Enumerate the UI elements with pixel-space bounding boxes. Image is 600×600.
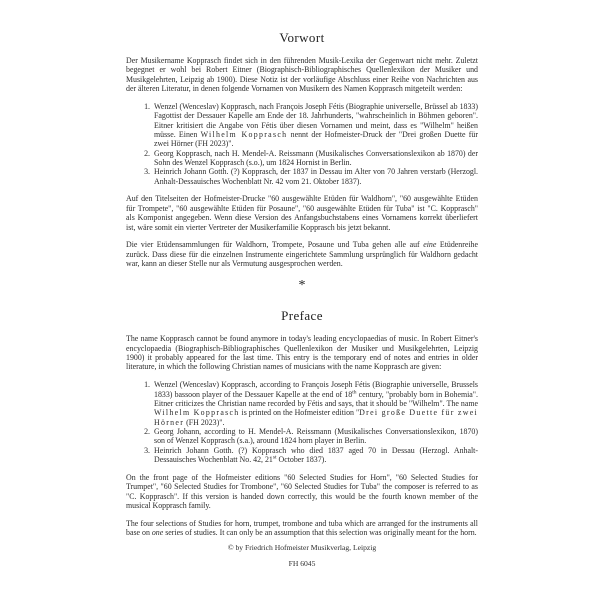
vorwort-list-item-2: 2. Georg Kopprasch, nach H. Mendel-A. Reissmann (Musikalisches Conversationslexikon ab 1870) der Sohn des Wenzel Kopprasch (s.o.), um 1824 Hornist in Berlin. [152,149,478,168]
preface-list-item-3: 3. Heinrich Johann Gotth. (?) Kopprasch who died 1837 aged 70 in Dessau (Herzogl. Anhalt-Dessauisches Wochenblatt No. 42, 21st October 1837). [152,446,478,465]
vorwort-list-item-1: 1. Wenzel (Wenceslav) Kopprasch, nach François Joseph Fétis (Biographie universelle, Brüssel ab 1833) Fagottist der Dessauer Kapelle am Ende der 18. Jahrhunderts, "wahrscheinlich in Böhmen geboren". Eitner kritisiert die Angabe von Fétis über diesen Vornamen und meint, dass es "Wilhelm" heißen müsse. Einen Wilhelm Kopprasch nennt der Hofmeister-Druck der "Drei großen Duette für zwei Hörner (FH 2023)". [152,102,478,149]
preface-editions-paragraph: On the front page of the Hofmeister editions "60 Selected Studies for Horn", "60 Selected Studies for Trumpet", "60 Selected Studies for Trombone", "60 Selected Studies for Tuba" the composer is referred to as "C. Kopprasch". If this version is handed down correctly, this would be the fourth known member of the musical Kopprasch family. [126,472,478,510]
copyright-line: © by Friedrich Hofmeister Musikverlag, Leipzig [227,543,377,552]
vorwort-conclusion-paragraph: Die vier Etüdensammlungen für Waldhorn, Trompete, Posaune und Tuba gehen alle auf eine Etüdenreihe zurück. Dass diese für die einzelnen Instrumente eingerichtete Sammlung ursprünglich für Waldhorn gedacht war, kann an dieser Stelle nur als Vermutung ausgesprochen werden. [126,240,479,269]
preface-intro-paragraph: The name Kopprasch cannot be found anymore in today's leading encyclopaedias of music. In Robert Eitner's encyclopaedia (Biographisch-Bibliographisches Quellenlexikon der Musiker und Musikgelehrten, Leipzig 1900) it probably appeared for the last time. This entry is the temporary end of notes and entries in older literature, in which the following Christian names of musicians with the name Kopprasch are given: [126,334,478,372]
vorwort-editions-paragraph: Auf den Titelseiten der Hofmeister-Drucke "60 ausgewählte Etüden für Waldhorn", "60 ausgewählte Etüden für Trompete", "60 ausgewählte Etüden für Posaune", "60 ausgewählte Etüden für Tuba" ist "C. Kopprasch" als Komponist angegeben. Wenn diese Version des Anfangsbuchstabens eines Vornamens korrekt überliefert ist, wäre somit ein vierter Vertreter der Musikerfamilie Kopprasch bis jetzt bekannt. [126,194,478,232]
vorwort-title: Vorwort [279,30,325,45]
plate-number: FH 6045 [288,559,316,568]
vorwort-numbered-list [126,102,478,186]
preface-list-item-1: 1. Wenzel (Wenceslav) Kopprasch, according to François Joseph Fétis (Biographie universelle, Brussels 1833) bassoon player of the Dessauer Kapelle at the end of 18th century, "probably born in Bohemia". Eitner criticizes the Christian name recorded by Fétis and says, that it should be "Wilhelm". The name Wilhelm Kopprasch is printed on the Hofmeister edition "Drei große Duette für zwei Hörner (FH 2023)". [152,380,478,427]
vorwort-list-item-3: 3. Heinrich Johann Gotth. (?) Kopprasch, der 1837 in Dessau im Alter von 70 Jahren verstarb (Herzogl. Anhalt-Dessauisches Wochenblatt Nr. 42 vom 21. Oktober 1837). [152,167,478,186]
page-footer [126,543,478,568]
preface-conclusion-paragraph: The four selections of Studies for horn, trumpet, trombone and tuba which are arranged for the instruments all base on one series of studies. It can only be an assumption that this selection was originally meant for the horn. [126,518,478,538]
preface-numbered-list [126,380,478,464]
preface-list-item-2: 2. Georg Johann, according to H. Mendel-A. Reissmann (Musikalisches Conversationslexikon, 1870) son of Wenzel Kopprasch (s.a.), around 1824 horn player in Berlin. [152,427,478,446]
section-divider-asterisk: * [298,278,306,294]
vorwort-intro-paragraph: Der Musikername Kopprasch findet sich in den führenden Musik-Lexika der Gegenwart nicht mehr. Zuletzt begegnet er wohl bei Robert Eitner (Biographisch-Bibliographisches Quellenlexikon der Musiker und Musikgelehrten, Leipzig ab 1900). Diese Notiz ist der vorläufige Abschluss einer Reihe von Nachrichten aus der älteren Literatur, in denen folgende Vornamen von Musikern des Namen Kopprasch mitgeteilt werden: [126,56,478,94]
preface-title: Preface [281,308,323,324]
